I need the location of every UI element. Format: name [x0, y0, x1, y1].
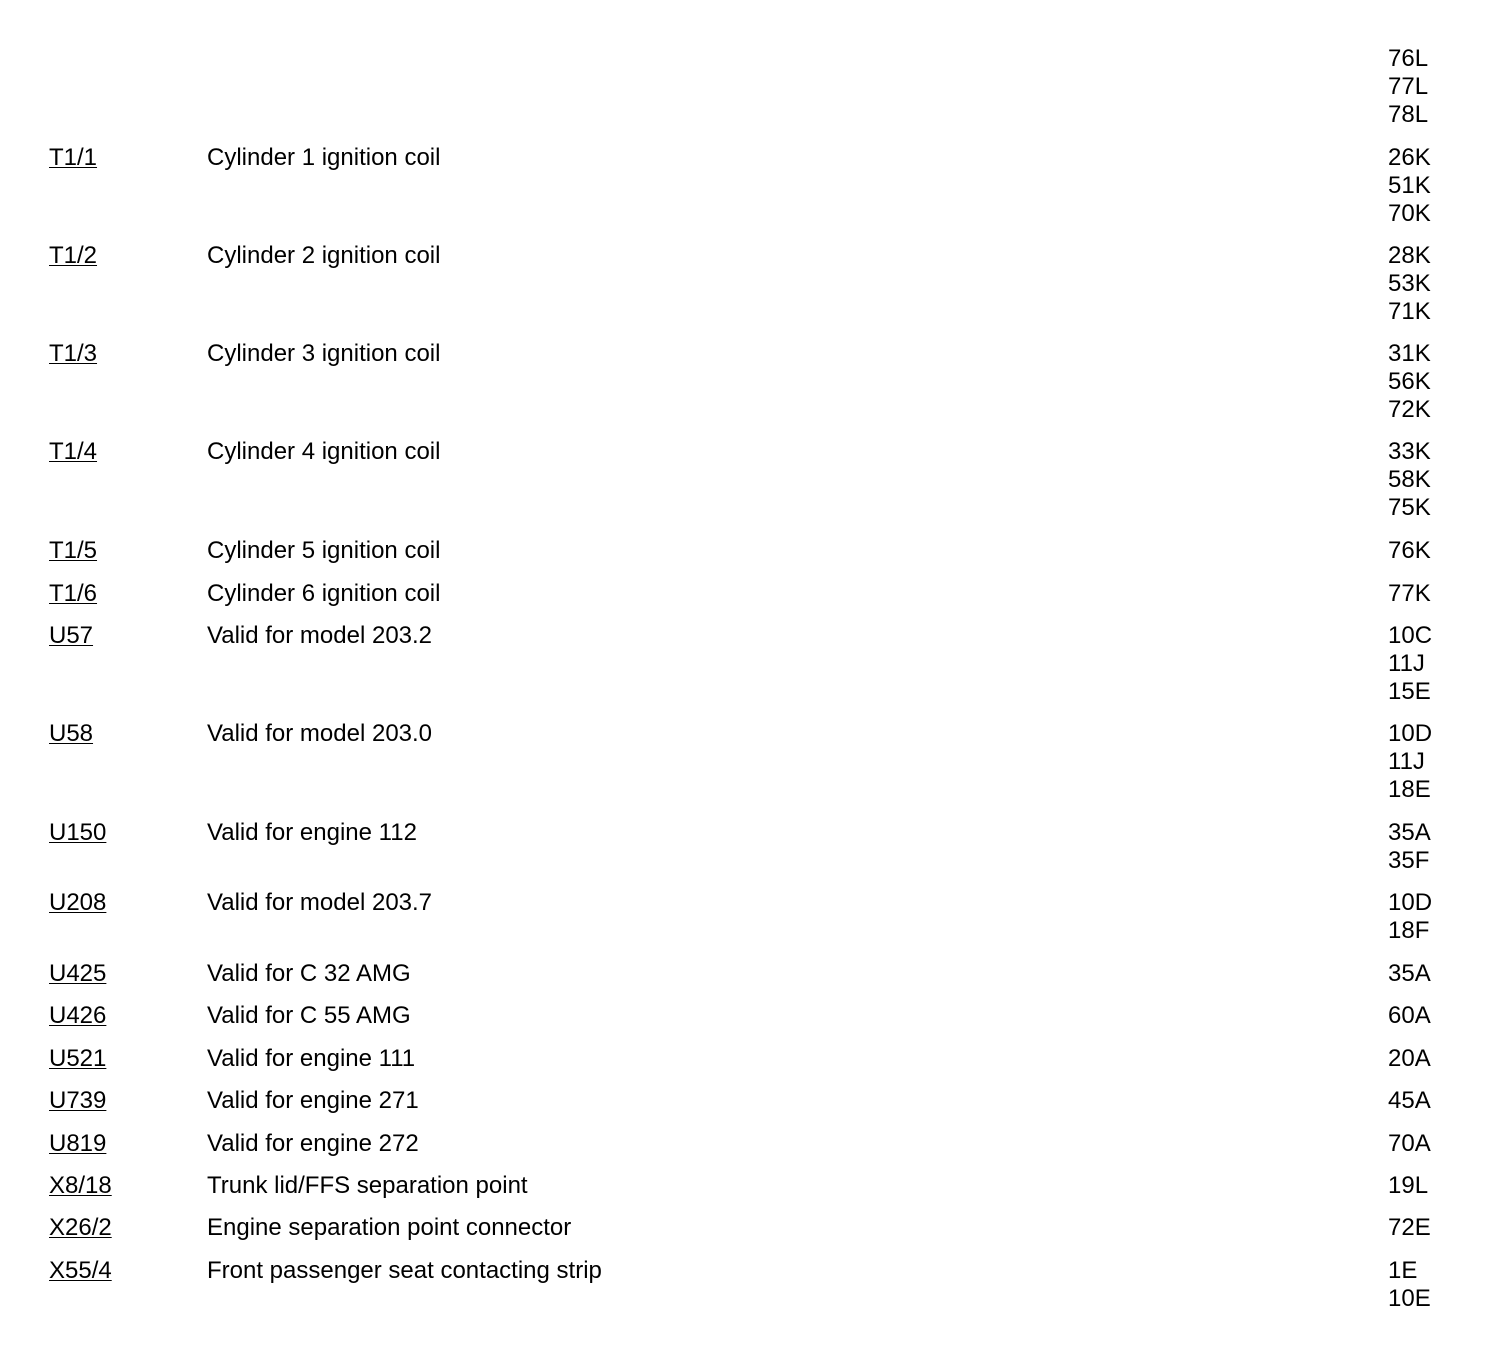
grid-reference: 45A — [1388, 1087, 1431, 1114]
grid-reference: 51K — [1388, 172, 1431, 199]
grid-reference: 77L — [1388, 73, 1429, 100]
grid-reference: 35A — [1388, 819, 1431, 846]
grid-reference-list — [1388, 537, 1431, 565]
component-code-link[interactable]: U739 — [49, 1087, 107, 1114]
component-description: Valid for model 203.7 — [207, 889, 433, 916]
grid-reference-list — [1388, 1087, 1431, 1115]
component-description: Valid for engine 272 — [207, 1130, 419, 1157]
component-code-link[interactable]: U426 — [49, 1002, 107, 1029]
component-code-link[interactable]: T1/2 — [49, 242, 98, 269]
component-code-link[interactable]: T1/1 — [49, 144, 98, 171]
grid-reference-list — [1388, 819, 1431, 875]
grid-reference-list — [1388, 242, 1431, 326]
grid-reference: 19L — [1388, 1172, 1429, 1199]
component-code-link[interactable]: T1/5 — [49, 537, 98, 564]
component-code-link[interactable]: U57 — [49, 622, 94, 649]
grid-reference: 56K — [1388, 368, 1431, 395]
component-code-link[interactable]: U58 — [49, 720, 94, 747]
grid-reference: 53K — [1388, 270, 1431, 297]
grid-reference-list — [1388, 720, 1432, 804]
grid-reference: 10D — [1388, 889, 1433, 916]
grid-reference-list — [1388, 1172, 1428, 1200]
grid-reference: 78L — [1388, 101, 1429, 128]
grid-reference: 1E — [1388, 1257, 1418, 1284]
grid-reference: 15E — [1388, 678, 1431, 705]
component-code-link[interactable]: U425 — [49, 960, 107, 987]
component-description: Valid for C 55 AMG — [207, 1002, 411, 1029]
component-description: Valid for engine 271 — [207, 1087, 419, 1114]
grid-reference: 72K — [1388, 396, 1431, 423]
grid-reference-list — [1388, 1214, 1431, 1242]
grid-reference-list — [1388, 1257, 1431, 1313]
grid-reference: 18F — [1388, 917, 1430, 944]
component-code-link[interactable]: T1/6 — [49, 580, 98, 607]
component-description: Engine separation point connector — [207, 1214, 572, 1241]
grid-reference: 20A — [1388, 1045, 1431, 1072]
grid-reference-list — [1388, 438, 1431, 522]
component-description: Valid for engine 111 — [207, 1045, 416, 1072]
component-code-link[interactable]: U521 — [49, 1045, 107, 1072]
component-description: Valid for engine 112 — [207, 819, 417, 846]
grid-reference-list — [1388, 1002, 1431, 1030]
grid-reference: 18E — [1388, 776, 1431, 803]
grid-reference-list — [1388, 144, 1431, 228]
grid-reference: 75K — [1388, 494, 1431, 521]
component-description: Cylinder 2 ignition coil — [207, 242, 441, 269]
component-description: Cylinder 6 ignition coil — [207, 580, 441, 607]
grid-reference: 60A — [1388, 1002, 1431, 1029]
grid-reference: 76L — [1388, 45, 1429, 72]
grid-reference: 70A — [1388, 1130, 1431, 1157]
component-description: Trunk lid/FFS separation point — [207, 1172, 528, 1199]
component-description: Cylinder 5 ignition coil — [207, 537, 441, 564]
grid-reference: 11J — [1388, 748, 1425, 775]
grid-reference: 10C — [1388, 622, 1433, 649]
component-code-link[interactable]: U819 — [49, 1130, 107, 1157]
continuation-refs — [1388, 45, 1428, 129]
grid-reference: 70K — [1388, 200, 1431, 227]
grid-reference: 31K — [1388, 340, 1431, 367]
component-code-link[interactable]: U150 — [49, 819, 107, 846]
component-code-link[interactable]: X8/18 — [49, 1172, 112, 1199]
component-code-link[interactable]: T1/3 — [49, 340, 98, 367]
grid-reference-list — [1388, 889, 1432, 945]
component-description: Valid for C 32 AMG — [207, 960, 411, 987]
component-description: Cylinder 3 ignition coil — [207, 340, 441, 367]
grid-reference: 77K — [1388, 580, 1431, 607]
grid-reference-list — [1388, 1045, 1431, 1073]
grid-reference: 58K — [1388, 466, 1431, 493]
component-description: Cylinder 1 ignition coil — [207, 144, 441, 171]
grid-reference: 71K — [1388, 298, 1431, 325]
grid-reference: 72E — [1388, 1214, 1431, 1241]
component-code-link[interactable]: U208 — [49, 889, 107, 916]
grid-reference: 10E — [1388, 1285, 1431, 1312]
component-code-link[interactable]: T1/4 — [49, 438, 98, 465]
component-code-link[interactable]: X26/2 — [49, 1214, 112, 1241]
grid-reference: 10D — [1388, 720, 1433, 747]
grid-reference: 35F — [1388, 847, 1430, 874]
component-description: Front passenger seat contacting strip — [207, 1257, 602, 1284]
grid-reference: 76K — [1388, 537, 1431, 564]
grid-reference-list — [1388, 960, 1431, 988]
grid-reference: 28K — [1388, 242, 1431, 269]
grid-reference-list — [1388, 622, 1432, 706]
grid-reference-list — [1388, 340, 1431, 424]
grid-reference: 11J — [1388, 650, 1425, 677]
grid-reference-list — [1388, 580, 1431, 608]
component-code-link[interactable]: X55/4 — [49, 1257, 112, 1284]
component-description: Valid for model 203.0 — [207, 720, 433, 747]
grid-reference: 26K — [1388, 144, 1431, 171]
component-description: Cylinder 4 ignition coil — [207, 438, 441, 465]
grid-reference-list — [1388, 1130, 1431, 1158]
grid-reference: 35A — [1388, 960, 1431, 987]
grid-reference: 33K — [1388, 438, 1431, 465]
component-description: Valid for model 203.2 — [207, 622, 433, 649]
